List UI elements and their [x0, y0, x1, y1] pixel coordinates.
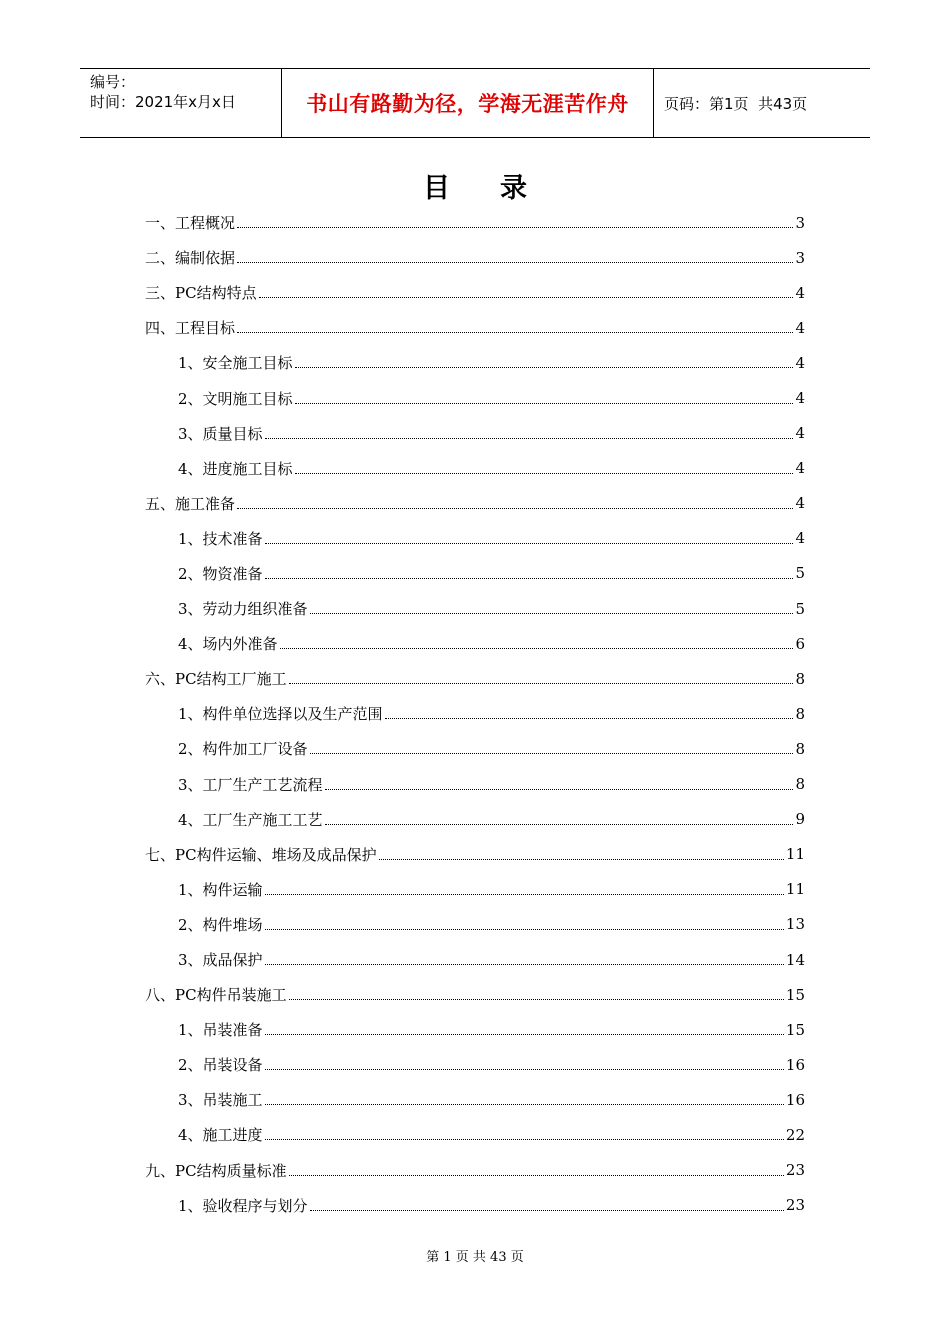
toc-entry[interactable]: [145, 486, 805, 521]
toc-dot-leader: [265, 1069, 784, 1070]
toc-dot-leader: [310, 1210, 784, 1211]
toc-dot-leader: [295, 367, 794, 368]
toc-entry[interactable]: [145, 451, 805, 486]
toc-entry[interactable]: [145, 591, 805, 626]
toc-dot-leader: [265, 1034, 784, 1035]
header-left-cell: [80, 69, 282, 137]
toc-entry-page: 5: [795, 564, 805, 583]
toc-entry[interactable]: [145, 767, 805, 802]
page-header: [80, 68, 870, 138]
toc-entry[interactable]: [145, 205, 805, 240]
toc-dot-leader: [310, 613, 794, 614]
toc-entry[interactable]: [145, 1188, 805, 1223]
toc-entry-page: 4: [795, 529, 805, 548]
toc-entry-label: 九、PC结构质量标准: [145, 1161, 287, 1180]
toc-entry[interactable]: [145, 556, 805, 591]
page-footer: [0, 1246, 950, 1265]
toc-entry-page: 5: [795, 599, 805, 618]
toc-entry-page: 3: [795, 213, 805, 232]
toc-dot-leader: [265, 543, 794, 544]
toc-entry[interactable]: [145, 1082, 805, 1117]
toc-entry[interactable]: [145, 275, 805, 310]
toc-dot-leader: [280, 648, 794, 649]
toc-entry-label: 1、技术准备: [178, 529, 263, 548]
toc-entry-label: 3、吊装施工: [178, 1091, 263, 1110]
toc-entry[interactable]: [145, 731, 805, 766]
toc-dot-leader: [259, 297, 794, 298]
toc-entry[interactable]: [145, 1153, 805, 1188]
toc-entry-page: 23: [785, 1196, 805, 1215]
toc-entry-page: 4: [795, 424, 805, 443]
toc-dot-leader: [379, 859, 784, 860]
toc-entry-label: 2、物资准备: [178, 564, 263, 583]
toc-entry[interactable]: [145, 837, 805, 872]
toc-entry-label: 4、工厂生产施工工艺: [178, 810, 323, 829]
toc-entry-label: 3、工厂生产工艺流程: [178, 775, 323, 794]
toc-entry-page: 8: [795, 704, 805, 723]
toc-dot-leader: [289, 1175, 784, 1176]
toc-dot-leader: [265, 1139, 784, 1140]
toc-entry[interactable]: [145, 977, 805, 1012]
toc-entry[interactable]: [145, 942, 805, 977]
toc-dot-leader: [237, 262, 793, 263]
toc-entry-page: 6: [795, 634, 805, 653]
toc-dot-leader: [237, 508, 793, 509]
header-motto: 书山有路勤为径，学海无涯苦作舟: [282, 69, 654, 137]
toc-entry-label: 4、进度施工目标: [178, 459, 293, 478]
toc-entry-label: 一、工程概况: [145, 214, 236, 233]
toc-dot-leader: [265, 578, 794, 579]
toc-entry-page: 4: [795, 283, 805, 302]
toc-entry-label: 4、施工进度: [178, 1126, 263, 1145]
toc-entry-label: 2、吊装设备: [178, 1056, 263, 1075]
toc-entry-label: 2、构件加工厂设备: [178, 740, 308, 759]
toc-entry-page: 16: [785, 1055, 805, 1074]
toc-entry-label: 1、安全施工目标: [178, 354, 293, 373]
toc-entry-page: 11: [785, 880, 805, 899]
toc-entry[interactable]: [145, 416, 805, 451]
toc-dot-leader: [265, 438, 794, 439]
toc-entry-label: 1、构件单位选择以及生产范围: [178, 705, 383, 724]
toc-dot-leader: [325, 824, 794, 825]
toc-dot-leader: [385, 718, 794, 719]
toc-entry[interactable]: [145, 1117, 805, 1152]
toc-entry-label: 3、成品保护: [178, 951, 263, 970]
toc-title: 目录: [423, 173, 577, 204]
toc-entry[interactable]: [145, 1047, 805, 1082]
toc-entry-label: 1、构件运输: [178, 880, 263, 899]
toc-entry-label: 2、构件堆场: [178, 915, 263, 934]
toc-entry-label: 七、PC构件运输、堆场及成品保护: [145, 845, 377, 864]
toc-dot-leader: [237, 332, 793, 333]
toc-entry[interactable]: [145, 626, 805, 661]
toc-entry-label: 八、PC构件吊装施工: [145, 986, 287, 1005]
toc-dot-leader: [265, 1104, 784, 1105]
toc-entry[interactable]: [145, 310, 805, 345]
toc-entry[interactable]: [145, 661, 805, 696]
toc-entry-page: 14: [785, 950, 805, 969]
toc-dot-leader: [295, 473, 794, 474]
toc-entry-label: 1、验收程序与划分: [178, 1196, 308, 1215]
toc-entry[interactable]: [145, 240, 805, 275]
toc-dot-leader: [265, 964, 784, 965]
toc-entry-page: 13: [785, 915, 805, 934]
toc-dot-leader: [265, 894, 784, 895]
toc-entry-label: 六、PC结构工厂施工: [145, 670, 287, 689]
toc-entry-page: 15: [785, 985, 805, 1004]
header-page-info-cell: [654, 69, 870, 137]
toc-entry-label: 二、编制依据: [145, 249, 236, 268]
header-page-info: 页码：第1页 共43页: [664, 94, 808, 113]
toc-entry-page: 8: [795, 775, 805, 794]
toc-entry-page: 15: [785, 1020, 805, 1039]
toc-dot-leader: [295, 403, 794, 404]
toc-entry-page: 9: [795, 810, 805, 829]
toc-entry-page: 8: [795, 669, 805, 688]
document-time: 时间：2021年x月x日: [90, 93, 236, 111]
toc-entry[interactable]: [145, 380, 805, 415]
toc-entry[interactable]: [145, 696, 805, 731]
toc-entry-label: 1、吊装准备: [178, 1021, 263, 1040]
document-number-label: 编号：: [90, 73, 136, 91]
toc-entry-page: 11: [785, 845, 805, 864]
toc-entry-page: 4: [795, 459, 805, 478]
toc-dot-leader: [265, 929, 784, 930]
toc-entry-label: 五、施工准备: [145, 494, 236, 513]
toc-entry[interactable]: [145, 345, 805, 380]
toc-entry-label: 4、场内外准备: [178, 635, 278, 654]
toc-dot-leader: [289, 999, 784, 1000]
toc-entry[interactable]: [145, 907, 805, 942]
toc-dot-leader: [289, 683, 794, 684]
toc-entry-page: 8: [795, 739, 805, 758]
toc-entry[interactable]: [145, 802, 805, 837]
toc-entry[interactable]: [145, 872, 805, 907]
toc-entry-page: 4: [795, 494, 805, 513]
toc-entry-page: 23: [785, 1161, 805, 1180]
toc-entry-page: 3: [795, 248, 805, 267]
toc-entry-label: 3、质量目标: [178, 424, 263, 443]
table-of-contents: [145, 205, 805, 1223]
toc-entry-page: 4: [795, 318, 805, 337]
toc-entry-page: 4: [795, 353, 805, 372]
toc-dot-leader: [310, 753, 794, 754]
toc-entry-label: 3、劳动力组织准备: [178, 600, 308, 619]
toc-entry[interactable]: [145, 521, 805, 556]
footer-page-number: 第 1 页 共 43 页: [426, 1250, 524, 1265]
toc-entry-page: 22: [785, 1125, 805, 1144]
toc-entry-page: 4: [795, 389, 805, 408]
toc-entry-label: 四、工程目标: [145, 319, 236, 338]
toc-entry-label: 三、PC结构特点: [145, 284, 257, 303]
toc-entry-label: 2、文明施工目标: [178, 389, 293, 408]
toc-dot-leader: [237, 227, 793, 228]
toc-dot-leader: [325, 789, 794, 790]
toc-entry-page: 16: [785, 1090, 805, 1109]
toc-entry[interactable]: [145, 1012, 805, 1047]
